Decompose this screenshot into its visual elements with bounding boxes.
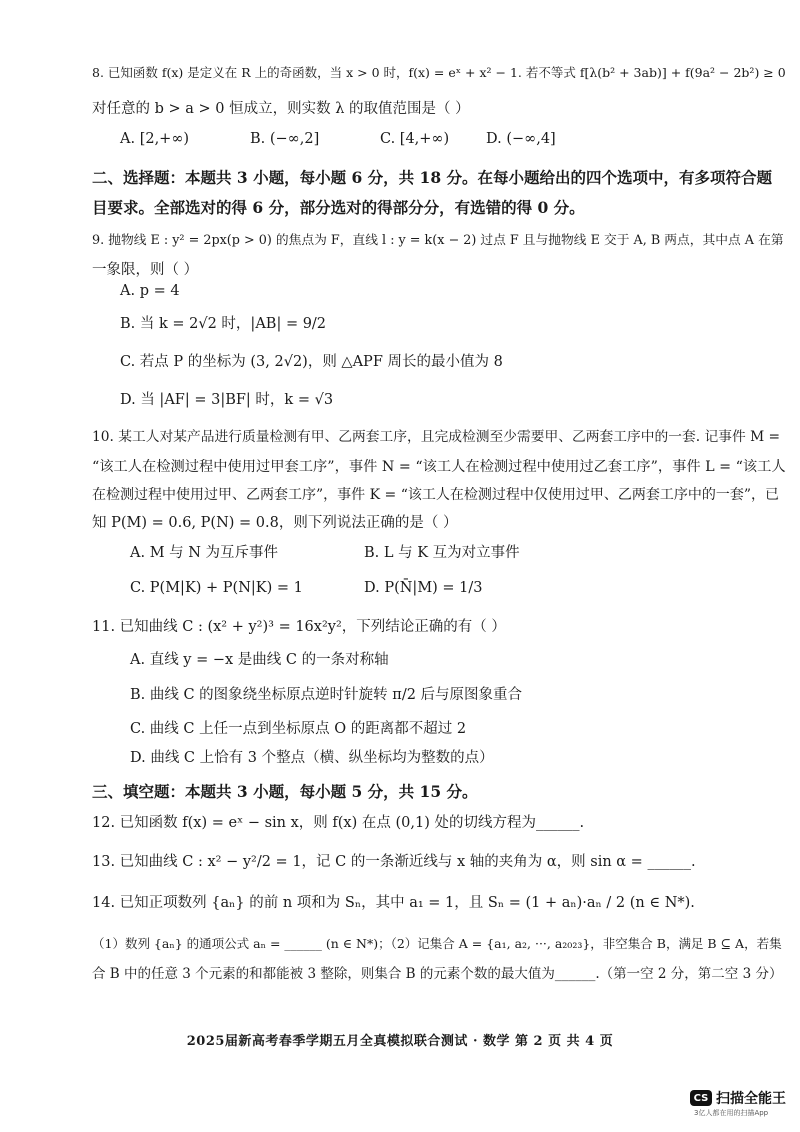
q11-option-c: C. 曲线 C 上任一点到坐标原点 O 的距离都不超过 2 (130, 721, 467, 737)
q10-line4: 知 P(M) = 0.6, P(N) = 0.8，则下列说法正确的是（ ） (92, 515, 458, 531)
q8-option-c: C. [4,+∞) (380, 131, 450, 147)
q10-option-a: A. M 与 N 为互斥事件 (130, 545, 279, 561)
q11-line1: 11. 已知曲线 C : (x² + y²)³ = 16x²y²，下列结论正确的有（ ） (92, 619, 506, 635)
q9-option-a: A. p = 4 (120, 283, 180, 299)
q11-option-d: D. 曲线 C 上恰有 3 个整点（横、纵坐标均为整数的点） (130, 750, 494, 766)
q10-option-c: C. P(M|K) + P(N|K) = 1 (130, 580, 303, 596)
q14-line1: 14. 已知正项数列 {aₙ} 的前 n 项和为 Sₙ，其中 a₁ = 1，且 Sₙ = (1 + aₙ)·aₙ / 2 (n ∈ N*). (92, 895, 695, 911)
q10-option-b: B. L 与 K 互为对立事件 (364, 545, 520, 561)
q8-option-d: D. (−∞,4] (486, 131, 556, 147)
q9-option-d: D. 当 |AF| = 3|BF| 时，k = √3 (120, 392, 334, 408)
q13-line1: 13. 已知曲线 C : x² − y²/2 = 1，记 C 的一条渐近线与 x 轴的夹角为 α，则 sin α = ______. (92, 854, 696, 870)
q9-option-b: B. 当 k = 2√2 时，|AB| = 9/2 (120, 316, 327, 332)
section3-heading: 三、填空题：本题共 3 小题，每小题 5 分，共 15 分。 (92, 782, 478, 801)
q14-line3: 合 B 中的任意 3 个元素的和都能被 3 整除，则集合 B 的元素个数的最大值为______.（第一空 2 分，第二空 3 分） (92, 966, 783, 982)
q9-line2: 一象限，则（ ） (92, 262, 199, 278)
q11-option-a: A. 直线 y = −x 是曲线 C 的一条对称轴 (130, 652, 389, 668)
q9-option-c: C. 若点 P 的坐标为 (3, 2√2)，则 △APF 周长的最小值为 8 (120, 354, 503, 370)
q9-line1: 9. 抛物线 E : y² = 2px(p > 0) 的焦点为 F，直线 l : y = k(x − 2) 过点 F 且与抛物线 E 交于 A, B 两点，其中点 A 在第 (92, 233, 784, 248)
camscanner-tagline: 3亿人都在用的扫描App (694, 1109, 769, 1117)
q14-line2: （1）数列 {aₙ} 的通项公式 aₙ = ______ (n ∈ N*)；（2）记集合 A = {a₁, a₂, ···, a₂₀₂₃}，非空集合 B，满足 B ⊆ A，若集 (92, 936, 782, 951)
q8-option-b: B. (−∞,2] (250, 131, 320, 147)
q10-option-d: D. P(N̄|M) = 1/3 (364, 580, 483, 596)
camscanner-logo-icon: CS (690, 1090, 712, 1106)
q12-line1: 12. 已知函数 f(x) = eˣ − sin x，则 f(x) 在点 (0,1) 处的切线方程为______. (92, 815, 585, 831)
camscanner-name: 扫描全能王 (716, 1091, 786, 1107)
scanner-watermark (690, 1088, 786, 1108)
section2-heading-line1: 二、选择题：本题共 3 小题，每小题 6 分，共 18 分。在每小题给出的四个选项中，有多项符合题 (92, 168, 773, 187)
q10-line1: 10. 某工人对某产品进行质量检测有甲、乙两套工序，且完成检测至少需要甲、乙两套工序中的一套. 记事件 M = (92, 429, 781, 445)
q8-line1: 8. 已知函数 f(x) 是定义在 R 上的奇函数，当 x > 0 时，f(x) = eˣ + x² − 1. 若不等式 f[λ(b² + 3ab)] + f(9a² − 2b²) ≥ 0 (92, 65, 786, 80)
section2-heading-line2: 目要求。全部选对的得 6 分，部分选对的得部分分，有选错的得 0 分。 (92, 198, 585, 217)
q10-line3: 在检测过程中使用过甲、乙两套工序”，事件 K = “该工人在检测过程中仅使用过甲、乙两套工序中的一套”，已 (92, 487, 780, 503)
page-footer: 2025届新高考春季学期五月全真模拟联合测试 · 数学 第 2 页 共 4 页 (186, 1034, 614, 1049)
q8-option-a: A. [2,+∞) (120, 131, 190, 147)
q8-line2: 对任意的 b > a > 0 恒成立，则实数 λ 的取值范围是（ ） (92, 101, 470, 117)
q11-option-b: B. 曲线 C 的图象绕坐标原点逆时针旋转 π/2 后与原图象重合 (130, 687, 523, 703)
q10-line2: “该工人在检测过程中使用过甲套工序”，事件 N = “该工人在检测过程中使用过乙套工序”，事件 L = “该工人 (92, 459, 786, 475)
